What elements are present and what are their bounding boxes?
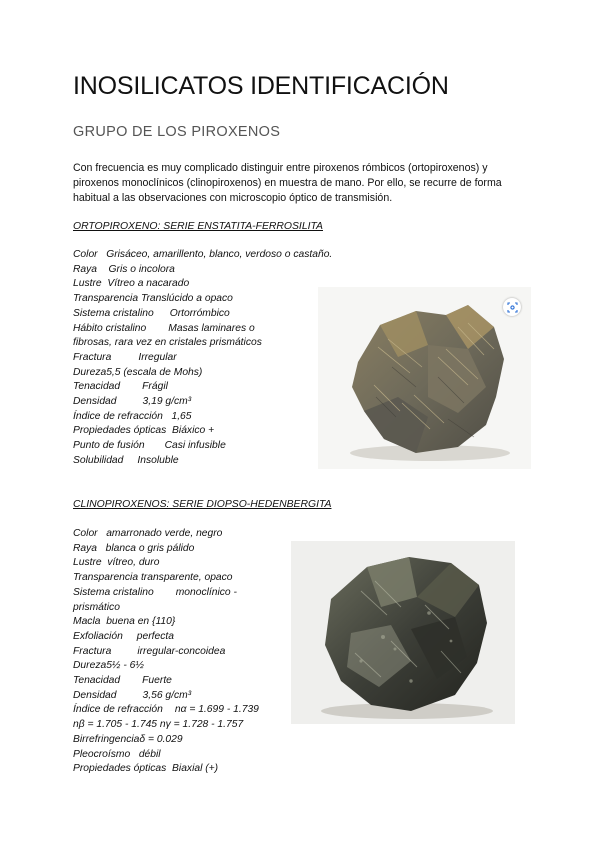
- prop-indice: Índice de refracción 1,65: [73, 410, 192, 422]
- prop-raya: Raya blanca o gris pálido: [73, 542, 195, 554]
- prop-solubilidad: Solubilidad Insoluble: [73, 454, 179, 466]
- prop-indice: Índice de refracción nα = 1.699 - 1.739: [73, 704, 259, 716]
- intro-paragraph: [73, 161, 533, 206]
- orto-heading: ORTOPIROXENO: SERIE ENSTATITA-FERROSILITA: [73, 221, 323, 232]
- intro-line: Con frecuencia es muy complicado distinguir entre piroxenos rómbicos (ortopiroxenos) y: [73, 162, 488, 174]
- prop-macla: Macla buena en {110}: [73, 616, 176, 628]
- diopside-photo[interactable]: [291, 541, 515, 724]
- mineral-photo-icon: [291, 541, 515, 724]
- prop-fractura: Fractura Irregular: [73, 351, 177, 363]
- prop-transparencia: Transparencia transparente, opaco: [73, 572, 233, 584]
- prop-dureza: Dureza5,5 (escala de Mohs): [73, 366, 203, 378]
- prop-indice-cont: nβ = 1.705 - 1.745 nγ = 1.728 - 1.757: [73, 719, 244, 731]
- prop-densidad: Densidad 3,56 g/cm³: [73, 689, 192, 701]
- prop-habito: Hábito cristalino Masas laminares o: [73, 322, 255, 334]
- prop-opticas: Propiedades ópticas Biaxial (+): [73, 763, 219, 775]
- enstatite-photo[interactable]: [318, 287, 531, 469]
- visual-search-icon[interactable]: [503, 298, 521, 316]
- prop-pleocroismo: Pleocroísmo débil: [73, 748, 161, 760]
- prop-tenacidad: Tenacidad Frágil: [73, 381, 168, 393]
- prop-opticas: Propiedades ópticas Biáxico +: [73, 425, 215, 437]
- prop-raya: Raya Gris o incolora: [73, 263, 175, 275]
- intro-line: habitual a las observaciones con microscopio óptico de transmisión.: [73, 192, 393, 204]
- prop-dureza: Dureza5½ - 6½: [73, 660, 144, 672]
- prop-habito-cont: fibrosas, rara vez en cristales prismáticos: [73, 337, 262, 349]
- page-title: INOSILICATOS IDENTIFICACIÓN: [73, 72, 449, 100]
- prop-fusion: Punto de fusión Casi infusible: [73, 440, 226, 452]
- orto-properties: [73, 248, 332, 469]
- prop-sistema: Sistema cristalino monoclínico -: [73, 586, 237, 598]
- prop-sistema-cont: prismático: [73, 601, 120, 613]
- prop-lustre: Lustre Vítreo a nacarado: [73, 278, 190, 290]
- clino-heading: CLINOPIROXENOS: SERIE DIOPSO-HEDENBERGITA: [73, 499, 332, 510]
- prop-transparencia: Transparencia Translúcido a opaco: [73, 293, 233, 305]
- prop-sistema: Sistema cristalino Ortorrómbico: [73, 307, 230, 319]
- prop-exfoliacion: Exfoliación perfecta: [73, 630, 175, 642]
- prop-birrefringencia: Birrefringenciaδ = 0.029: [73, 733, 183, 745]
- intro-line: piroxenos monoclínicos (clinopiroxenos) en muestra de mano. Por ello, se recurre de forma: [73, 177, 502, 189]
- prop-lustre: Lustre vítreo, duro: [73, 557, 160, 569]
- prop-color: Color amarronado verde, negro: [73, 528, 223, 539]
- prop-densidad: Densidad 3,19 g/cm³: [73, 396, 192, 408]
- prop-fractura: Fractura irregular-concoidea: [73, 645, 226, 657]
- clino-properties: [73, 527, 259, 777]
- section-subtitle: GRUPO DE LOS PIROXENOS: [73, 124, 281, 140]
- mineral-photo-icon: [318, 287, 531, 469]
- prop-tenacidad: Tenacidad Fuerte: [73, 675, 172, 687]
- prop-color: Color Grisáceo, amarillento, blanco, verdoso o castaño.: [73, 249, 333, 260]
